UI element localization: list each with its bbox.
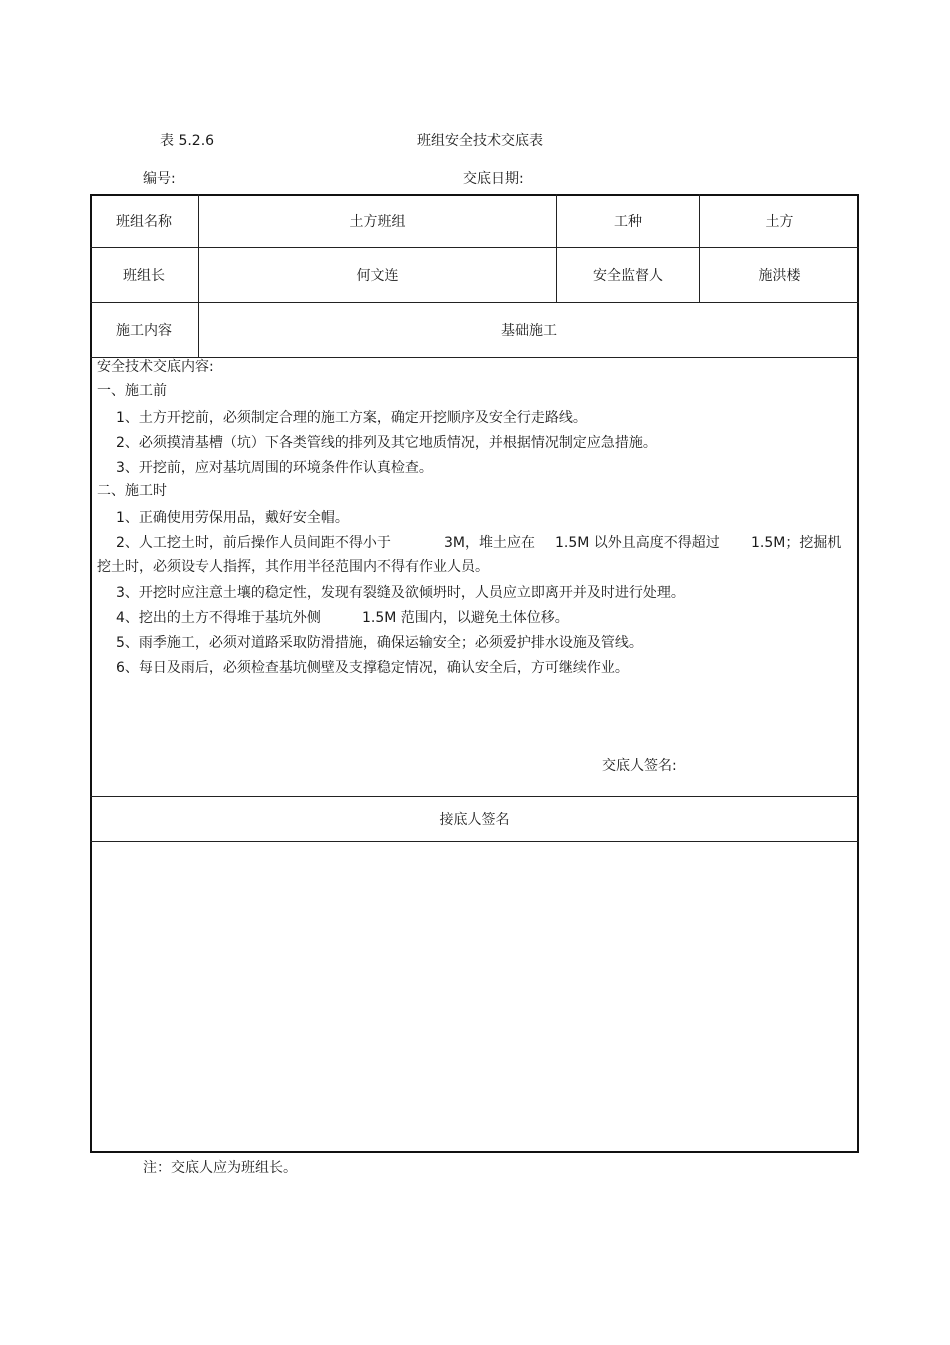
list-item: 1、正确使用劳保用品，戴好安全帽。 <box>116 510 349 526</box>
leader-value: 何文连 <box>356 268 399 284</box>
table-number: 表 5.2.6 <box>160 133 215 149</box>
work-type-value: 土方 <box>765 213 794 230</box>
row-divider <box>90 357 859 358</box>
list-item-part: 1.5M 以外且高度不得超过 <box>555 535 720 551</box>
list-item: 3、开挖前，应对基坑周围的环境条件作认真检查。 <box>116 460 433 476</box>
team-name-label: 班组名称 <box>116 213 172 230</box>
receiver-label: 接底人签名 <box>439 812 510 828</box>
supervisor-label: 安全监督人 <box>593 268 663 284</box>
list-item: 3、开挖时应注意土壤的稳定性，发现有裂缝及欲倾坍时，人员应立即离开并及时进行处理。 <box>116 585 685 601</box>
content-label: 施工内容 <box>116 323 172 339</box>
list-item: 6、每日及雨后，必须检查基坑侧壁及支撑稳定情况，确认安全后，方可继续作业。 <box>116 660 629 676</box>
date-label: 交底日期: <box>463 171 524 187</box>
section-title: 二、施工时 <box>97 483 167 499</box>
form-title: 班组安全技术交底表 <box>417 133 543 149</box>
body-heading: 安全技术交底内容: <box>97 359 214 375</box>
receiver-signature-area[interactable] <box>92 843 857 1151</box>
row-divider <box>90 841 859 842</box>
team-name-value: 土方班组 <box>349 213 406 230</box>
content-value: 基础施工 <box>501 323 557 339</box>
signer-label: 交底人签名: <box>602 758 677 774</box>
list-item: 5、雨季施工，必须对道路采取防滑措施，确保运输安全；必须爱护排水设施及管线。 <box>116 635 643 651</box>
supervisor-value: 施洪楼 <box>758 268 801 284</box>
leader-label: 班组长 <box>123 268 165 284</box>
list-item-part: 1.5M 范围内，以避免土体位移。 <box>362 610 569 626</box>
list-item-continuation: 挖土时，必须设专人指挥，其作用半径范围内不得有作业人员。 <box>97 559 489 575</box>
work-type-label: 工种 <box>614 213 642 230</box>
list-item: 1、土方开挖前，必须制定合理的施工方案，确定开挖顺序及安全行走路线。 <box>116 410 587 426</box>
list-item-part: 3M，堆土应在 <box>444 535 535 551</box>
list-item-part: 4、挖出的土方不得堆于基坑外侧 <box>116 610 321 626</box>
section-title: 一、施工前 <box>97 383 167 399</box>
number-label: 编号: <box>143 171 176 187</box>
footer-note: 注：交底人应为班组长。 <box>143 1160 297 1176</box>
list-item: 2、必须摸清基槽（坑）下各类管线的排列及其它地质情况，并根据情况制定应急措施。 <box>116 435 657 451</box>
list-item-part: 2、人工挖土时，前后操作人员间距不得小于 <box>116 535 391 551</box>
list-item-part: 1.5M；挖掘机 <box>751 535 842 551</box>
